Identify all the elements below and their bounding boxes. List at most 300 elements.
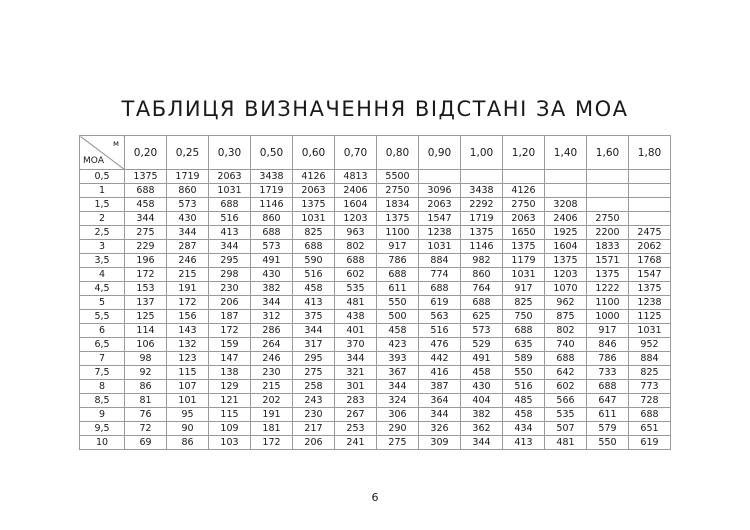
table-cell: 253 [335,422,377,436]
table-cell: 688 [293,240,335,254]
table-cell: 306 [377,408,419,422]
row-header-moa: 9,5 [80,422,125,436]
table-cell: 172 [167,296,209,310]
table-cell: 137 [125,296,167,310]
table-cell: 590 [293,254,335,268]
table-cell: 230 [209,282,251,296]
table-cell: 229 [125,240,167,254]
table-cell: 1571 [587,254,629,268]
table-cell: 688 [587,380,629,394]
table-cell: 375 [293,310,335,324]
table-cell: 458 [461,366,503,380]
table-cell: 750 [503,310,545,324]
table-cell: 1604 [545,240,587,254]
table-cell [587,198,629,212]
table-cell: 1604 [335,198,377,212]
column-header: 0,60 [293,136,335,170]
table-cell: 688 [335,254,377,268]
table-cell: 69 [125,436,167,450]
table-cell: 1719 [251,184,293,198]
table-cell: 413 [209,226,251,240]
table-cell: 825 [293,226,335,240]
table-cell: 1146 [251,198,293,212]
table-cell [503,170,545,184]
row-header-moa: 6 [80,324,125,338]
table-cell [545,184,587,198]
row-header-moa: 1 [80,184,125,198]
table-cell: 326 [419,422,461,436]
table-cell: 246 [167,254,209,268]
row-header-moa: 1,5 [80,198,125,212]
table-cell: 143 [167,324,209,338]
table-cell: 413 [293,296,335,310]
table-row [80,324,671,338]
table-cell: 423 [377,338,419,352]
column-header: 0,30 [209,136,251,170]
table-row [80,310,671,324]
table-cell: 344 [251,296,293,310]
table-cell: 309 [419,436,461,450]
table-cell: 860 [251,212,293,226]
table-row [80,366,671,380]
column-header: 0,80 [377,136,419,170]
table-cell: 1925 [545,226,587,240]
table-cell: 642 [545,366,587,380]
table-cell: 382 [251,282,293,296]
table-cell: 434 [503,422,545,436]
table-cell: 1031 [209,184,251,198]
table-row [80,282,671,296]
column-header: 1,60 [587,136,629,170]
table-cell: 1100 [587,296,629,310]
table-row [80,198,671,212]
table-cell: 1179 [503,254,545,268]
table-cell: 589 [503,352,545,366]
table-cell: 481 [335,296,377,310]
table-cell: 773 [629,380,671,394]
table-cell [587,170,629,184]
row-header-moa: 7 [80,352,125,366]
table-cell: 1650 [503,226,545,240]
table-cell: 191 [167,282,209,296]
table-cell: 764 [461,282,503,296]
column-header: 1,20 [503,136,545,170]
table-cell: 529 [461,338,503,352]
table-row [80,436,671,450]
table-cell: 283 [335,394,377,408]
row-header-moa: 9 [80,408,125,422]
table-cell: 3438 [251,170,293,184]
table-cell: 286 [251,324,293,338]
table-cell: 1125 [629,310,671,324]
corner-label-meters: м [112,139,119,148]
table-cell: 295 [209,254,251,268]
table-cell: 206 [209,296,251,310]
table-cell: 688 [629,408,671,422]
table-cell: 516 [503,380,545,394]
table-cell: 458 [503,408,545,422]
table-cell: 2406 [335,184,377,198]
table-cell: 367 [377,366,419,380]
table-cell: 1719 [167,170,209,184]
table-row [80,268,671,282]
table-cell: 217 [293,422,335,436]
table-cell: 566 [545,394,587,408]
table-cell: 602 [335,268,377,282]
table-row [80,254,671,268]
table-cell: 2063 [209,170,251,184]
table-cell: 2200 [587,226,629,240]
table-cell: 275 [293,366,335,380]
table-cell: 1031 [503,268,545,282]
table-cell: 860 [167,184,209,198]
table-row [80,380,671,394]
table-cell: 1031 [629,324,671,338]
table-cell: 1375 [293,198,335,212]
table-cell: 230 [293,408,335,422]
table-cell: 370 [335,338,377,352]
table-cell: 181 [251,422,293,436]
table-cell: 5500 [377,170,419,184]
table-cell: 1238 [629,296,671,310]
table-cell: 401 [335,324,377,338]
table-cell: 458 [377,324,419,338]
table-cell: 500 [377,310,419,324]
table-row [80,352,671,366]
table-cell: 393 [377,352,419,366]
table-cell: 573 [167,198,209,212]
table-cell: 264 [251,338,293,352]
table-cell: 344 [125,212,167,226]
table-cell: 535 [335,282,377,296]
table-cell: 115 [167,366,209,380]
table-cell: 1203 [545,268,587,282]
table-row [80,226,671,240]
table-cell: 153 [125,282,167,296]
table-cell [629,198,671,212]
table-cell: 962 [545,296,587,310]
row-header-moa: 5,5 [80,310,125,324]
table-cell: 611 [587,408,629,422]
table-cell: 1547 [629,268,671,282]
row-header-moa: 7,5 [80,366,125,380]
table-cell: 825 [503,296,545,310]
table-cell: 2475 [629,226,671,240]
table-cell: 952 [629,338,671,352]
table-cell: 442 [419,352,461,366]
table-cell: 688 [251,226,293,240]
table-cell: 1375 [587,268,629,282]
table-row [80,394,671,408]
row-header-moa: 0,5 [80,170,125,184]
table-cell: 344 [293,324,335,338]
table-cell: 516 [293,268,335,282]
table-cell: 774 [419,268,461,282]
table-cell: 312 [251,310,293,324]
table-cell: 476 [419,338,461,352]
table-cell: 295 [293,352,335,366]
table-cell: 81 [125,394,167,408]
table-cell: 258 [293,380,335,394]
table-cell: 651 [629,422,671,436]
column-header: 0,20 [125,136,167,170]
row-header-moa: 10 [80,436,125,450]
column-header: 0,90 [419,136,461,170]
table-cell: 72 [125,422,167,436]
table-cell: 1222 [587,282,629,296]
table-cell: 917 [377,240,419,254]
table-cell: 550 [377,296,419,310]
table-cell [629,212,671,226]
table-cell: 362 [461,422,503,436]
table-cell: 2750 [377,184,419,198]
table-cell: 301 [335,380,377,394]
corner-label-moa: МОА [83,156,105,166]
table-cell: 123 [167,352,209,366]
row-header-moa: 4 [80,268,125,282]
table-cell: 1834 [377,198,419,212]
table-cell: 619 [419,296,461,310]
table-cell: 215 [251,380,293,394]
table-cell: 382 [461,408,503,422]
table-cell: 114 [125,324,167,338]
column-header: 1,40 [545,136,587,170]
table-row [80,422,671,436]
table-cell: 387 [419,380,461,394]
table-cell: 138 [209,366,251,380]
table-cell: 246 [251,352,293,366]
table-cell: 2406 [545,212,587,226]
table-cell: 579 [587,422,629,436]
table-cell: 917 [503,282,545,296]
table-cell: 147 [209,352,251,366]
table-cell [419,170,461,184]
table-cell: 187 [209,310,251,324]
table-cell: 290 [377,422,419,436]
table-cell [587,184,629,198]
table-cell: 275 [377,436,419,450]
table-cell: 635 [503,338,545,352]
table-cell: 230 [251,366,293,380]
table-cell: 404 [461,394,503,408]
table-cell: 2062 [629,240,671,254]
table-cell: 125 [125,310,167,324]
table-cell: 491 [461,352,503,366]
table-cell: 430 [461,380,503,394]
table-cell: 786 [377,254,419,268]
table-cell: 728 [629,394,671,408]
table-row [80,296,671,310]
table-cell: 602 [545,380,587,394]
table-cell: 275 [125,226,167,240]
column-header: 1,80 [629,136,671,170]
table-cell: 4126 [293,170,335,184]
table-cell: 573 [461,324,503,338]
table-row [80,408,671,422]
table-cell: 86 [167,436,209,450]
column-header: 0,25 [167,136,209,170]
table-cell: 172 [251,436,293,450]
table-cell: 917 [587,324,629,338]
table-cell: 563 [419,310,461,324]
table-cell: 324 [377,394,419,408]
table-cell: 535 [545,408,587,422]
table-cell: 109 [209,422,251,436]
table-cell: 86 [125,380,167,394]
table-cell: 611 [377,282,419,296]
table-cell: 2063 [293,184,335,198]
table-cell: 884 [629,352,671,366]
table-cell: 115 [209,408,251,422]
table-row [80,338,671,352]
table-cell: 98 [125,352,167,366]
table-cell: 191 [251,408,293,422]
table-cell: 647 [587,394,629,408]
table-cell: 846 [587,338,629,352]
table-cell: 107 [167,380,209,394]
moa-distance-table [79,135,671,450]
table-cell: 298 [209,268,251,282]
row-header-moa: 8 [80,380,125,394]
table-cell: 688 [377,268,419,282]
table-cell: 90 [167,422,209,436]
table-cell: 516 [209,212,251,226]
table-cell: 1375 [461,226,503,240]
table-row [80,170,671,184]
table-cell: 1146 [461,240,503,254]
table-cell: 430 [167,212,209,226]
table-cell: 95 [167,408,209,422]
row-header-moa: 2 [80,212,125,226]
table-cell [461,170,503,184]
table-cell: 243 [293,394,335,408]
table-cell: 1000 [587,310,629,324]
table-cell: 688 [545,352,587,366]
table-cell: 321 [335,366,377,380]
table-cell: 516 [419,324,461,338]
table-cell: 101 [167,394,209,408]
table-cell: 1768 [629,254,671,268]
table-cell: 740 [545,338,587,352]
table-cell: 202 [251,394,293,408]
table-cell: 619 [629,436,671,450]
table-cell: 485 [503,394,545,408]
table-cell: 786 [587,352,629,366]
table-cell: 416 [419,366,461,380]
table-cell: 1375 [629,282,671,296]
table-cell: 3438 [461,184,503,198]
table-cell: 129 [209,380,251,394]
table-cell: 550 [587,436,629,450]
table-cell: 573 [251,240,293,254]
table-cell: 625 [461,310,503,324]
table-cell: 1375 [503,240,545,254]
table-cell: 963 [335,226,377,240]
table-cell: 132 [167,338,209,352]
table-cell: 344 [377,380,419,394]
table-cell: 159 [209,338,251,352]
table-cell: 1375 [377,212,419,226]
table-cell: 344 [209,240,251,254]
table-cell [545,170,587,184]
table-cell: 1375 [545,254,587,268]
table-cell: 172 [209,324,251,338]
table-cell: 481 [545,436,587,450]
table-cell: 1031 [419,240,461,254]
table-cell: 458 [293,282,335,296]
table-cell: 344 [419,408,461,422]
table-cell: 688 [125,184,167,198]
table-cell: 860 [461,268,503,282]
table-body [80,170,671,450]
table-cell: 1375 [125,170,167,184]
table-cell: 1070 [545,282,587,296]
table-cell: 106 [125,338,167,352]
table-cell: 4813 [335,170,377,184]
table-row [80,184,671,198]
row-header-moa: 2,5 [80,226,125,240]
table-cell: 287 [167,240,209,254]
table-cell: 4126 [503,184,545,198]
table-cell: 688 [461,296,503,310]
row-header-moa: 4,5 [80,282,125,296]
table-cell: 875 [545,310,587,324]
table-cell: 507 [545,422,587,436]
table-cell: 1203 [335,212,377,226]
table-cell: 172 [125,268,167,282]
table-cell: 688 [419,282,461,296]
table-cell: 733 [587,366,629,380]
table-cell: 688 [503,324,545,338]
table-cell: 241 [335,436,377,450]
table-cell: 825 [629,366,671,380]
table-cell: 458 [125,198,167,212]
table-cell: 1719 [461,212,503,226]
table-cell: 802 [545,324,587,338]
table-cell: 344 [167,226,209,240]
page-title: ТАБЛИЦЯ ВИЗНАЧЕННЯ ВІДСТАНІ ЗА МОА [121,97,629,121]
table-cell: 688 [209,198,251,212]
table-cell: 103 [209,436,251,450]
table-cell: 550 [503,366,545,380]
table-cell: 1031 [293,212,335,226]
table-cell: 364 [419,394,461,408]
table-cell: 206 [293,436,335,450]
table-cell: 344 [335,352,377,366]
table-cell: 3096 [419,184,461,198]
row-header-moa: 6,5 [80,338,125,352]
table-cell: 1100 [377,226,419,240]
table-cell: 2063 [503,212,545,226]
table-cell: 3208 [545,198,587,212]
row-header-moa: 3 [80,240,125,254]
table-cell: 430 [251,268,293,282]
table-cell: 196 [125,254,167,268]
table-cell: 1547 [419,212,461,226]
table-cell: 267 [335,408,377,422]
table-cell [629,184,671,198]
table-cell: 2063 [419,198,461,212]
table-cell: 2750 [503,198,545,212]
table-header-row [80,136,671,170]
table-cell: 802 [335,240,377,254]
table-cell: 1238 [419,226,461,240]
column-header: 1,00 [461,136,503,170]
column-header: 0,50 [251,136,293,170]
table-cell: 121 [209,394,251,408]
row-header-moa: 3,5 [80,254,125,268]
page-number: 6 [371,491,379,504]
